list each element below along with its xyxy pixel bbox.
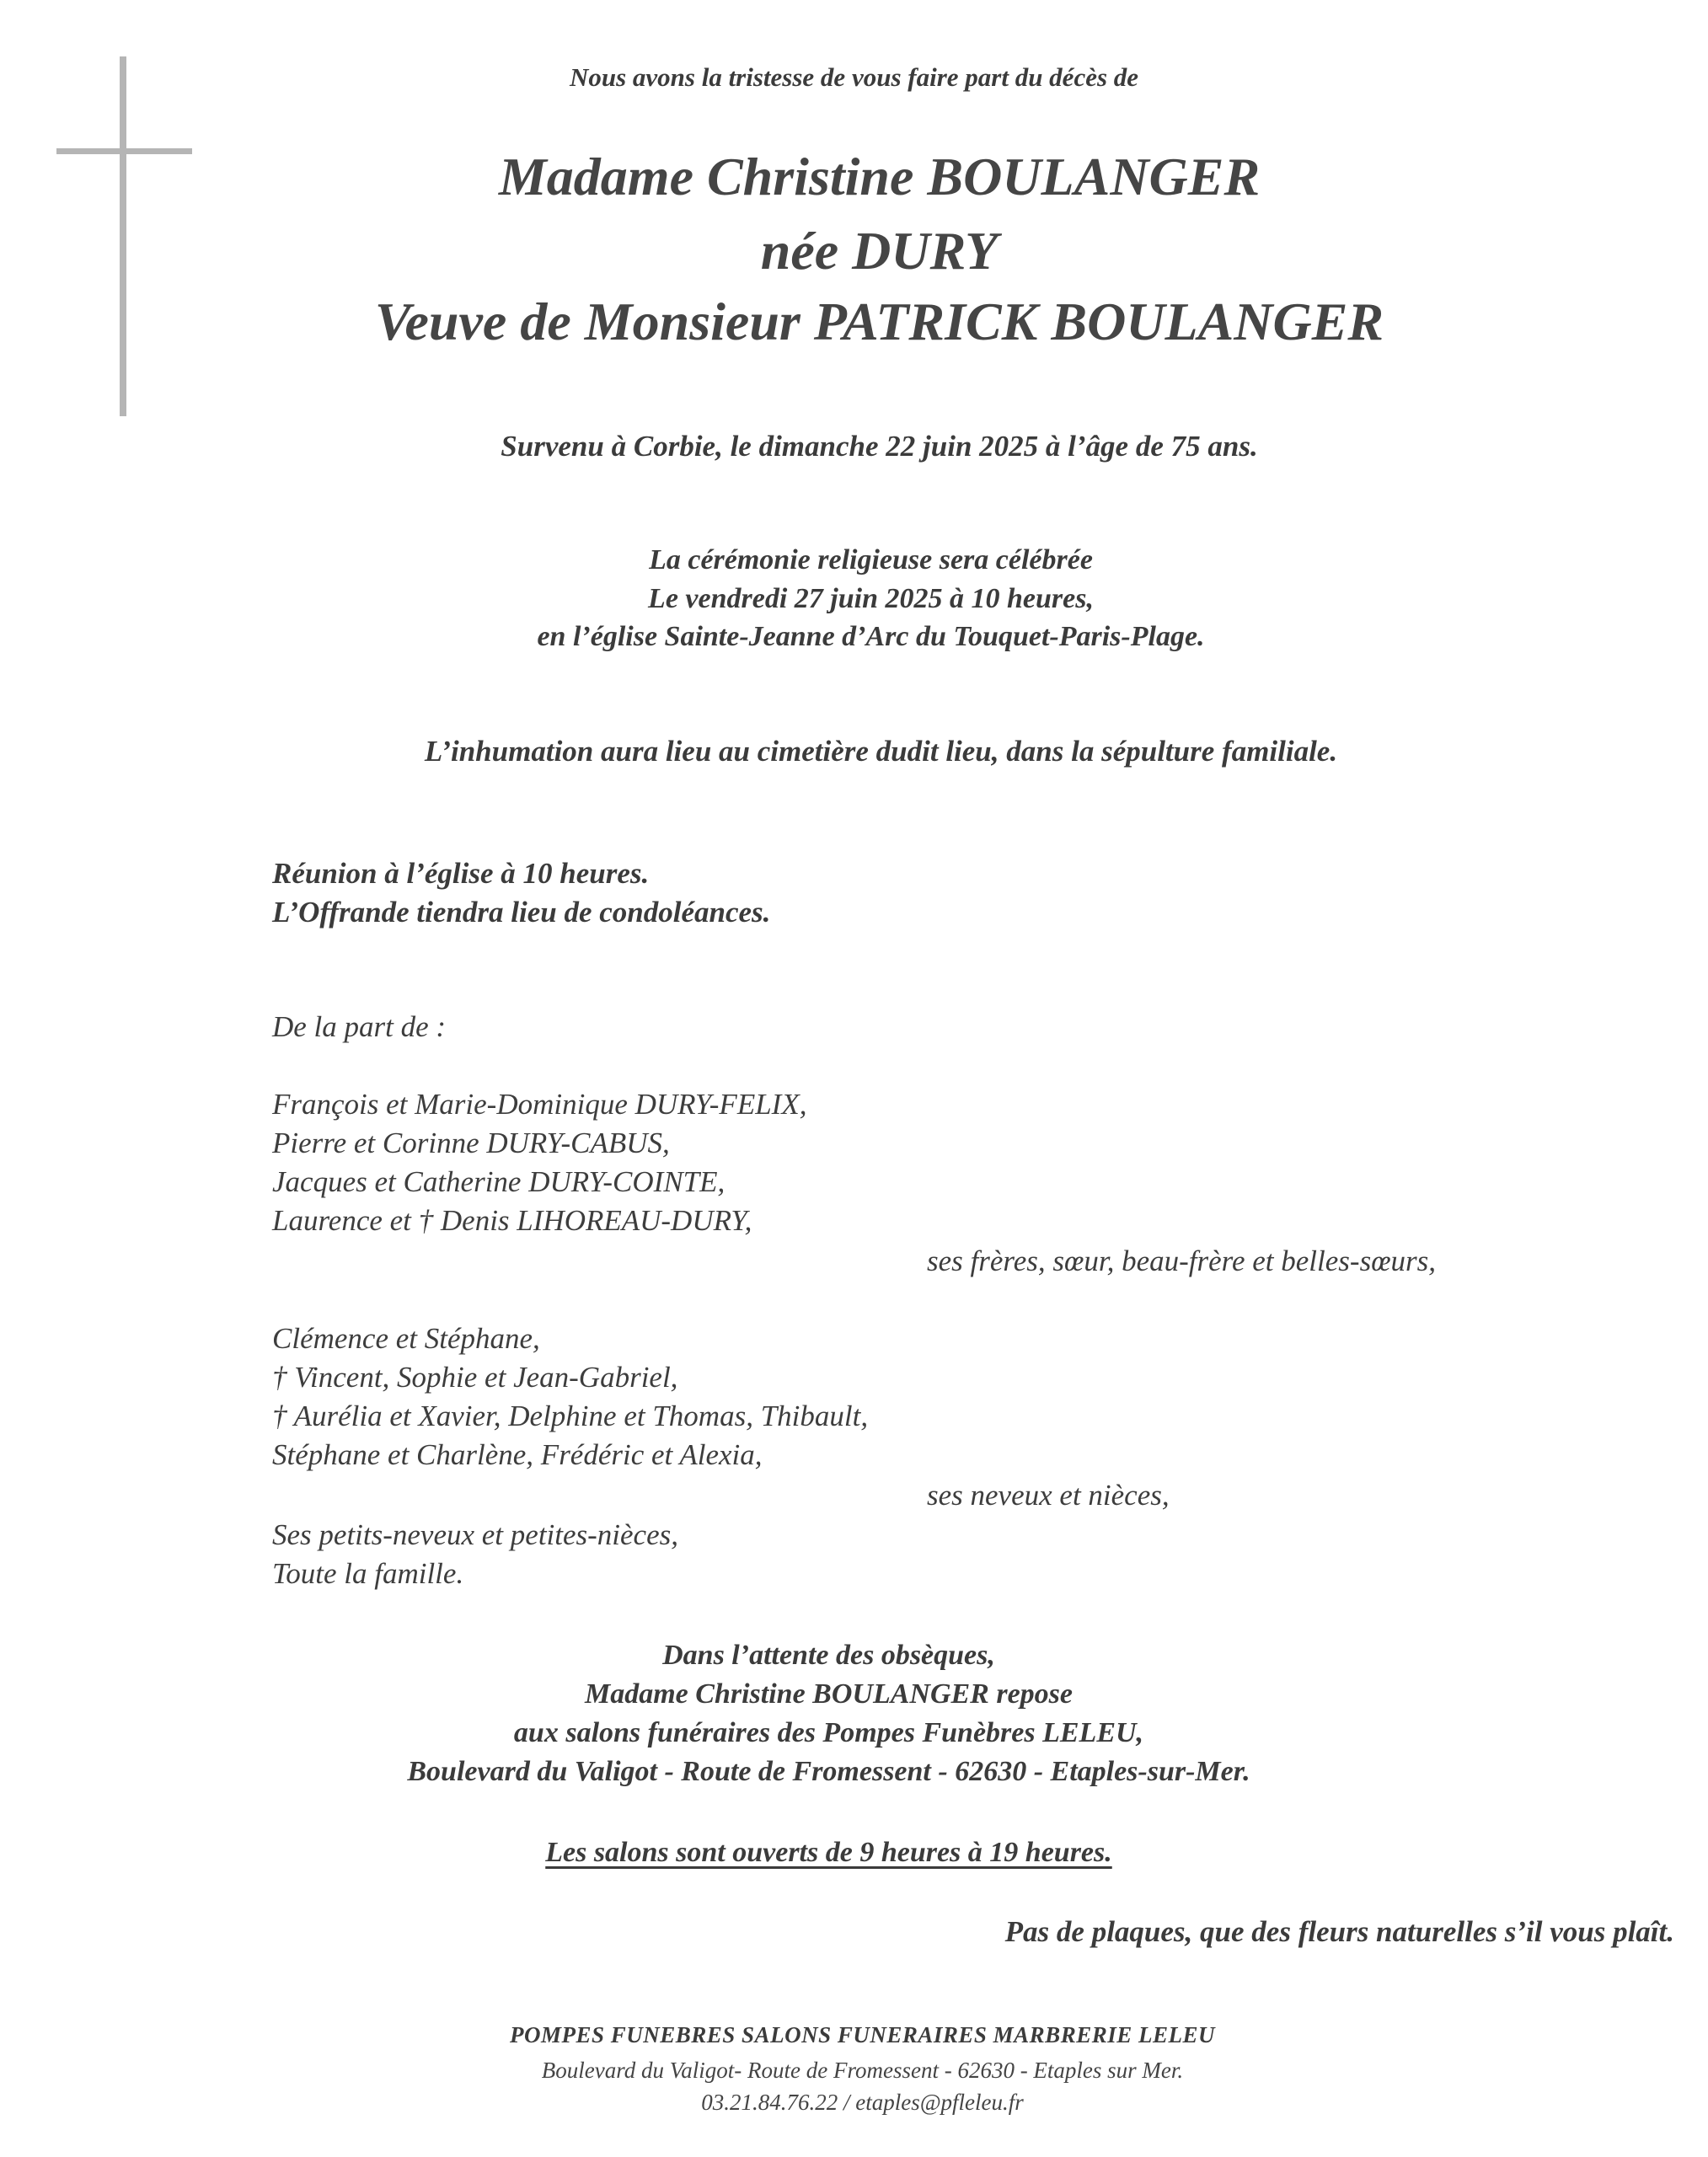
family-member: François et Marie-Dominique DURY-FELIX,	[272, 1088, 807, 1121]
repose-line: Dans l’attente des obsèques,	[662, 1640, 995, 1671]
burial-notice: L’inhumation aura lieu au cimetière dudit lieu, dans la sépulture familiale.	[424, 735, 1338, 768]
flowers-note: Pas de plaques, que des fleurs naturelles s’il vous plaît.	[1004, 1915, 1674, 1948]
deceased-name: Madame Christine BOULANGER	[498, 147, 1261, 206]
family-member: Stéphane et Charlène, Frédéric et Alexia,	[272, 1438, 763, 1471]
widow-of: Veuve de Monsieur PATRICK BOULANGER	[374, 292, 1384, 351]
family-member: Pierre et Corinne DURY-CABUS,	[272, 1127, 670, 1159]
footer-contact: 03.21.84.76.22 / etaples@pfleleu.fr	[701, 2090, 1024, 2115]
repose-address: Boulevard du Valigot - Route de Fromessent - 62630 - Etaples-sur-Mer.	[407, 1756, 1250, 1787]
meeting-line: Réunion à l’église à 10 heures.	[272, 857, 650, 890]
ceremony-line: La cérémonie religieuse sera célébrée	[649, 544, 1093, 575]
death-notice: Survenu à Corbie, le dimanche 22 juin 2025 à l’âge de 75 ans.	[501, 430, 1258, 463]
repose-line: Madame Christine BOULANGER repose	[585, 1678, 1073, 1710]
opening-hours-text: Les salons sont ouverts de 9 heures à 19 heures.	[545, 1837, 1112, 1868]
family-member: Laurence et † Denis LIHOREAU-DURY,	[272, 1204, 752, 1237]
family-member: Toute la famille.	[272, 1557, 464, 1590]
relation-label: ses neveux et nièces,	[927, 1479, 1170, 1512]
family-member: † Vincent, Sophie et Jean-Gabriel,	[272, 1361, 678, 1394]
intro-text: Nous avons la tristesse de vous faire part du décès de	[569, 62, 1139, 92]
footer-address: Boulevard du Valigot- Route de Fromessent - 62630 - Etaples sur Mer.	[541, 2058, 1184, 2083]
from-label: De la part de :	[272, 1010, 447, 1043]
opening-hours	[0, 1837, 1683, 1869]
family-member: Clémence et Stéphane,	[272, 1322, 540, 1355]
offering-line: L’Offrande tiendra lieu de condoléances.	[272, 896, 771, 929]
relation-label: ses frères, sœur, beau-frère et belles-sœurs,	[927, 1244, 1437, 1277]
ceremony-date: Le vendredi 27 juin 2025 à 10 heures,	[648, 583, 1094, 614]
ceremony-place: en l’église Sainte-Jeanne d’Arc du Touquet-Paris-Plage.	[537, 621, 1205, 652]
maiden-name: née DURY	[760, 221, 999, 281]
repose-line: aux salons funéraires des Pompes Funèbres LELEU,	[513, 1717, 1144, 1748]
family-member: Ses petits-neveux et petites-nièces,	[272, 1518, 679, 1551]
family-member: Jacques et Catherine DURY-COINTE,	[272, 1165, 725, 1198]
footer-company: POMPES FUNEBRES SALONS FUNERAIRES MARBRERIE LELEU	[509, 2022, 1215, 2047]
family-member: † Aurélia et Xavier, Delphine et Thomas, Thibault,	[272, 1400, 869, 1432]
